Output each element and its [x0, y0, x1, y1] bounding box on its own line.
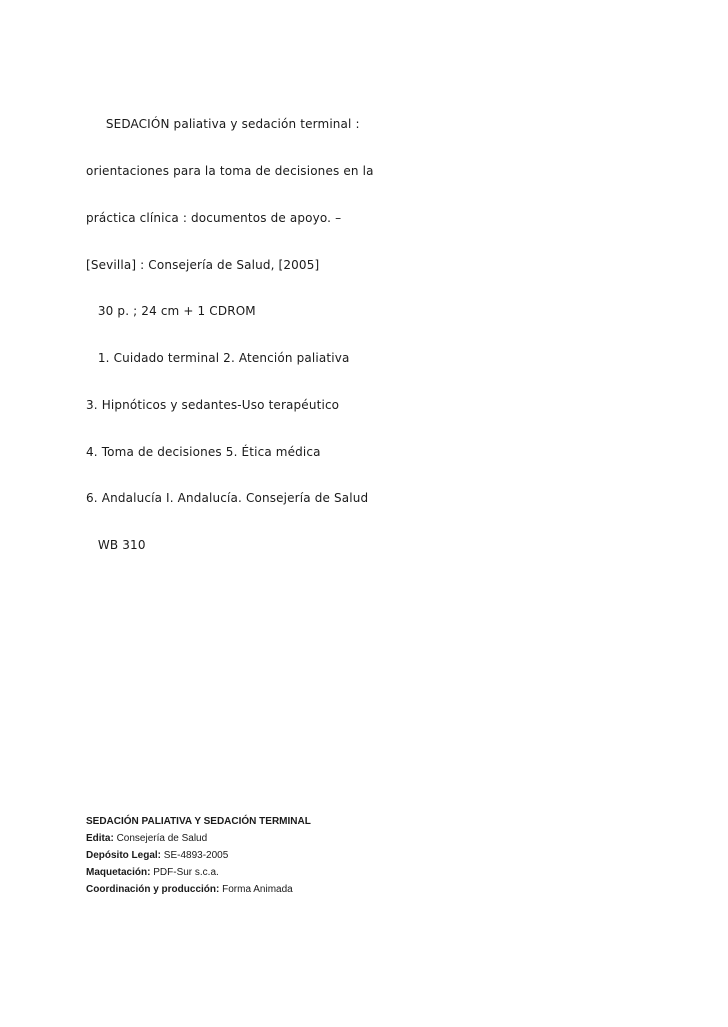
- catalog-line: 3. Hipnóticos y sedantes-Uso terapéutico: [86, 397, 340, 412]
- credit-label: Edita:: [86, 833, 114, 844]
- catalog-line: 1. Cuidado terminal 2. Atención paliativa: [86, 351, 350, 366]
- credits-title: SEDACIÓN PALIATIVA Y SEDACIÓN TERMINAL: [86, 816, 311, 827]
- catalog-line: 4. Toma de decisiones 5. Ética médica: [86, 444, 321, 459]
- credit-label: Maquetación:: [86, 867, 151, 878]
- credit-edita: [86, 830, 311, 847]
- catalog-line: [Sevilla] : Consejería de Salud, [2005]: [86, 257, 320, 272]
- catalog-line: orientaciones para la toma de decisiones en la: [86, 163, 374, 178]
- credit-deposito-legal: [86, 847, 311, 864]
- credit-coordinacion: [86, 881, 311, 898]
- credit-value: SE-4893-2005: [163, 850, 229, 861]
- catalog-line: 6. Andalucía I. Andalucía. Consejería de Salud: [86, 491, 369, 506]
- catalog-line: WB 310: [86, 538, 146, 553]
- catalog-record: [86, 86, 386, 569]
- credits-block: [86, 813, 311, 898]
- catalog-line: 30 p. ; 24 cm + 1 CDROM: [86, 304, 256, 319]
- credit-label: Coordinación y producción:: [86, 884, 220, 895]
- credit-label: Depósito Legal:: [86, 850, 162, 861]
- catalog-line: SEDACIÓN paliativa y sedación terminal :: [86, 117, 360, 132]
- credit-value: Consejería de Salud: [116, 833, 208, 844]
- credit-maquetacion: [86, 864, 311, 881]
- credit-value: PDF-Sur s.c.a.: [153, 867, 219, 878]
- catalog-line: práctica clínica : documentos de apoyo. –: [86, 210, 342, 225]
- credit-value: Forma Animada: [222, 884, 293, 895]
